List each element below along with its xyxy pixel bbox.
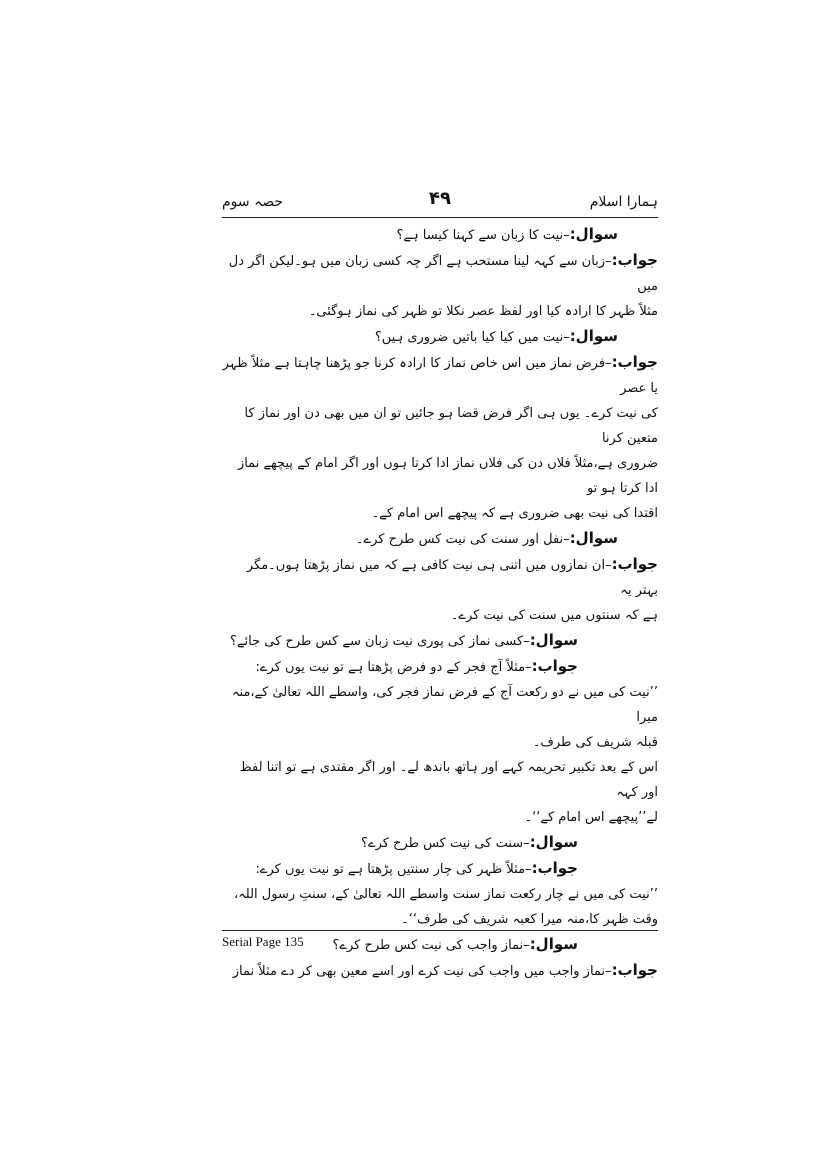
footer-rule [222, 930, 658, 931]
question-3: سوال:–نفل اور سنت کی نیت کس طرح کرے۔ [355, 529, 618, 547]
question-5: سوال:–سنت کی نیت کس طرح کرے؟ [361, 833, 578, 851]
header-rule [222, 217, 658, 218]
answer-1-line-2: مثلاً ظہر کا ارادہ کیا اور لفظ عصر نکلا تو ظہر کی نماز ہوگئی۔ [308, 304, 658, 319]
question-2: سوال:–نیت میں کیا کیا باتیں ضروری ہیں؟ [374, 327, 618, 345]
quote-1-line-1: ’’نیت کی میں نے دو رکعت آج کے فرض نماز فجر کی، واسطے اللہ تعالیٰ کے،منہ میرا [231, 685, 658, 725]
page-body [222, 222, 658, 984]
paragraph-line-2: لے’’پیچھے اس امام کے‘‘۔ [524, 810, 658, 825]
question-4: سوال:–کسی نماز کی پوری نیت زبان سے کس طرح کی جائے؟ [230, 631, 578, 649]
answer-2-line-2: کی نیت کرے۔ یوں ہی اگر فرض قضا ہو جائیں تو ان میں بھی دن اور نماز کا متعین کرنا [244, 406, 658, 446]
answer-4: جواب:–مثلاً آج فجر کے دو فرض پڑھتا ہے تو نیت یوں کرے: [255, 657, 578, 675]
book-page [222, 188, 658, 979]
answer-3: جواب:–ان نمازوں میں اتنی ہی نیت کافی ہے کہ میں نماز پڑھتا ہوں۔مگر بہتر یہ [246, 555, 658, 598]
answer-3-line-2: ہے کہ سنتوں میں سنت کی نیت کرے۔ [450, 608, 658, 623]
answer-1: جواب:–زبان سے کہہ لینا مستحب ہے اگر چہ کسی زبان میں ہو۔لیکن اگر دل میں [228, 251, 658, 294]
serial-page: Serial Page 135 [222, 934, 304, 949]
question-1: سوال:–نیت کا زبان سے کہنا کیسا ہے؟ [396, 225, 618, 243]
answer-2: جواب:–فرض نماز میں اس خاص نماز کا ارادہ کرنا جو پڑھنا چاہتا ہے مثلاً ظہر یا عصر [222, 353, 658, 396]
question-6: سوال:–نماز واجب کی نیت کس طرح کرے؟ [332, 935, 578, 953]
book-title: ہمارا اسلام [589, 194, 658, 210]
quote-2-line-2: وقت ظہر کا،منہ میرا کعبہ شریف کی طرف‘‘۔ [401, 912, 658, 927]
page-number: ۴۹ [429, 188, 451, 209]
paragraph-line-1: اس کے بعد تکبیر تحریمہ کہے اور ہاتھ باندھ لے۔ اور اگر مقتدی ہے تو اتنا لفظ اور کہہ [239, 760, 658, 800]
part-label: حصہ سوم [222, 194, 284, 210]
quote-1-line-2: قبلہ شریف کی طرف۔ [532, 735, 658, 750]
answer-2-line-3: ضروری ہے،مثلاً فلاں دن کی فلاں نماز ادا کرتا ہوں اور اگر امام کے پیچھے نماز ادا کرتا ہو تو [237, 456, 658, 496]
answer-5: جواب:–مثلاً ظہر کی چار سنتیں پڑھتا ہے تو نیت یوں کرے: [255, 859, 578, 877]
answer-2-line-4: اقتدا کی نیت بھی ضروری ہے کہ پیچھے اس امام کے۔ [371, 506, 658, 521]
answer-6: جواب:–نماز واجب میں واجب کی نیت کرے اور اسے معین بھی کر دے مثلاً نماز [232, 961, 658, 979]
quote-2-line-1: ’’نیت کی میں نے چار رکعت نماز سنت واسطے اللہ تعالیٰ کے، سنتِ رسول اللہ، [233, 887, 658, 902]
